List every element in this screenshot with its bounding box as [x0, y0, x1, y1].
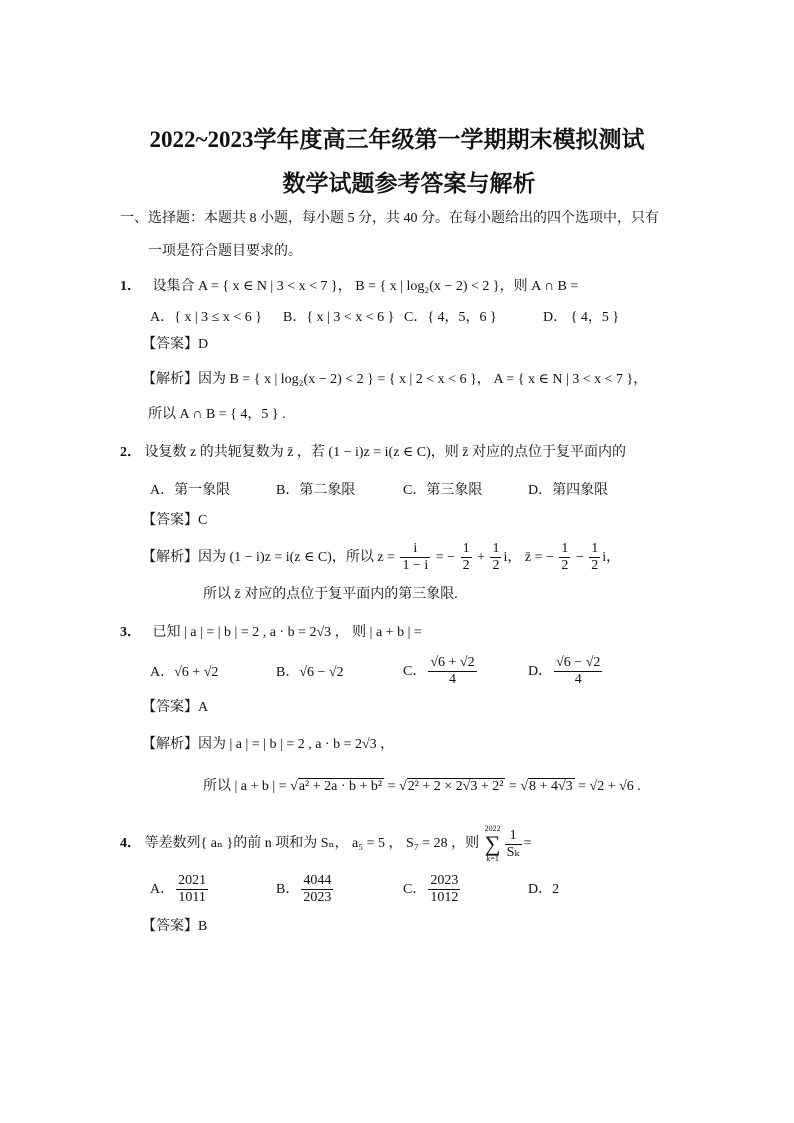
- fraction: $\frac{1}{2}$: [561, 541, 569, 574]
- answer: [142, 511, 207, 531]
- question-4: 4． 等差数列{ aₙ }的前 n 项和为 Sₙ， a₅ = 5 ， S₇ = 28 ，则 2022 ∑ k=1 $\frac{1}{\text{Sₖ}}$ =: [120, 824, 532, 863]
- answer-label: 【答案】: [142, 513, 198, 528]
- fraction: $\frac{1}{2}$: [591, 541, 599, 574]
- analysis: [142, 370, 647, 390]
- answer-value: A: [198, 700, 209, 715]
- analysis-label: 【解析】: [142, 372, 198, 387]
- question-1: [120, 277, 578, 297]
- analysis: [142, 735, 394, 755]
- fraction: $\frac{1}{2}$: [462, 541, 470, 574]
- analysis-label: 【解析】: [142, 737, 198, 752]
- math-text: = −: [435, 550, 456, 565]
- question-3: [120, 623, 422, 643]
- question-number: 1．: [120, 279, 141, 294]
- analysis-text: 因为 B = { x | log₂(x − 2) < 2 } = { x | 2 < x < 6 }， A = { x ∈ N | 3 < x < 7 }，: [198, 372, 648, 387]
- answer-label: 【答案】: [142, 337, 198, 352]
- analysis-conclusion: 所以 A ∩ B = { 4，5 } .: [148, 407, 286, 422]
- math-text: −: [575, 550, 584, 565]
- option-d: D．第四象限: [528, 483, 609, 498]
- math-text: +: [477, 550, 485, 565]
- option-a: A．第一象限: [150, 483, 231, 498]
- option-c: C． $\frac{2023}{1012}$: [403, 873, 459, 906]
- option-a: A．{ x | 3 ≤ x < 6 }: [150, 310, 262, 325]
- option-b: B．{ x | 3 < x < 6 }: [283, 310, 395, 325]
- option-b: B．√6 − √2: [276, 665, 344, 680]
- analysis-conclusion: 所以 z̄ 对应的点位于复平面内的第三象限.: [203, 587, 458, 602]
- section-heading-cont: 一项是符合题目要求的。: [148, 244, 302, 259]
- question-number: 4．: [120, 836, 141, 852]
- analysis: [142, 541, 620, 575]
- option-c: C．第三象限: [403, 483, 483, 498]
- answer: [142, 698, 208, 718]
- option-d: D．2: [528, 882, 560, 897]
- fraction: $\frac{1}{\text{Sₖ}}$: [506, 827, 520, 860]
- option-a: A．√6 + √2: [150, 665, 219, 680]
- fraction: $\frac{i}{1 - i}$: [402, 541, 429, 574]
- question-number: 3．: [120, 625, 141, 640]
- analysis-text: 因为 (1 − i)z = i(z ∈ C)，所以 z =: [198, 550, 395, 565]
- option-c: C．{ 4，5，6 }: [404, 310, 497, 325]
- answer: [142, 335, 208, 355]
- answer-value: B: [198, 919, 208, 934]
- question-2: [120, 443, 626, 463]
- title-line-2: 数学试题参考答案与解析: [282, 171, 536, 196]
- answer-label: 【答案】: [142, 919, 198, 934]
- math-text: i， z̄ = −: [503, 550, 554, 565]
- answer-value: C: [198, 513, 208, 528]
- answer-value: D: [198, 337, 209, 352]
- summation: 2022 ∑ k=1: [484, 824, 501, 863]
- option-b: B． $\frac{4044}{2023}$: [276, 873, 332, 906]
- section-heading: 一、选择题：本题共 8 小题，每小题 5 分，共 40 分。在每小题给出的四个选项中，只有: [120, 211, 659, 226]
- analysis-text: 因为 | a | = | b | = 2 , a · b = 2√3 ，: [198, 737, 395, 752]
- option-d: D． { 4，5 }: [543, 310, 620, 325]
- answer-label: 【答案】: [142, 700, 198, 715]
- analysis-label: 【解析】: [142, 550, 198, 565]
- option-a: A． $\frac{2021}{1011}$: [150, 873, 207, 906]
- fraction: $\frac{1}{2}$: [492, 541, 500, 574]
- question-stem: 设复数 z 的共轭复数为 z̄ ，若 (1 − i)z = i(z ∈ C)，则 z̄ 对应的点位于复平面内的: [144, 445, 626, 460]
- question-number: 2．: [120, 445, 141, 460]
- answer: [142, 917, 207, 937]
- question-stem: 已知 | a | = | b | = 2 , a · b = 2√3 ， 则 | a + b | =: [152, 625, 422, 640]
- math-text: i，: [602, 550, 621, 565]
- title-line-1: 2022~2023学年度高三年级第一学期期末模拟测试: [149, 127, 645, 152]
- question-stem: 等差数列{ aₙ }的前 n 项和为 Sₙ， a₅ = 5 ， S₇ = 28 ，则: [144, 836, 480, 852]
- question-stem: 设集合 A = { x ∈ N | 3 < x < 7 }， B = { x | log₂(x − 2) < 2 }，则 A ∩ B =: [152, 279, 579, 294]
- option-d: D． $\frac{√6 - √2}{4}$: [528, 655, 601, 688]
- analysis-conclusion: 所以 | a + b | = √a² + 2a · b + b² = √2² + 2 × 2√3 + 2² = √8 + 4√3 = √2 + √6 .: [203, 779, 641, 794]
- option-c: C． $\frac{√6 + √2}{4}$: [403, 655, 475, 688]
- option-b: B．第二象限: [276, 483, 356, 498]
